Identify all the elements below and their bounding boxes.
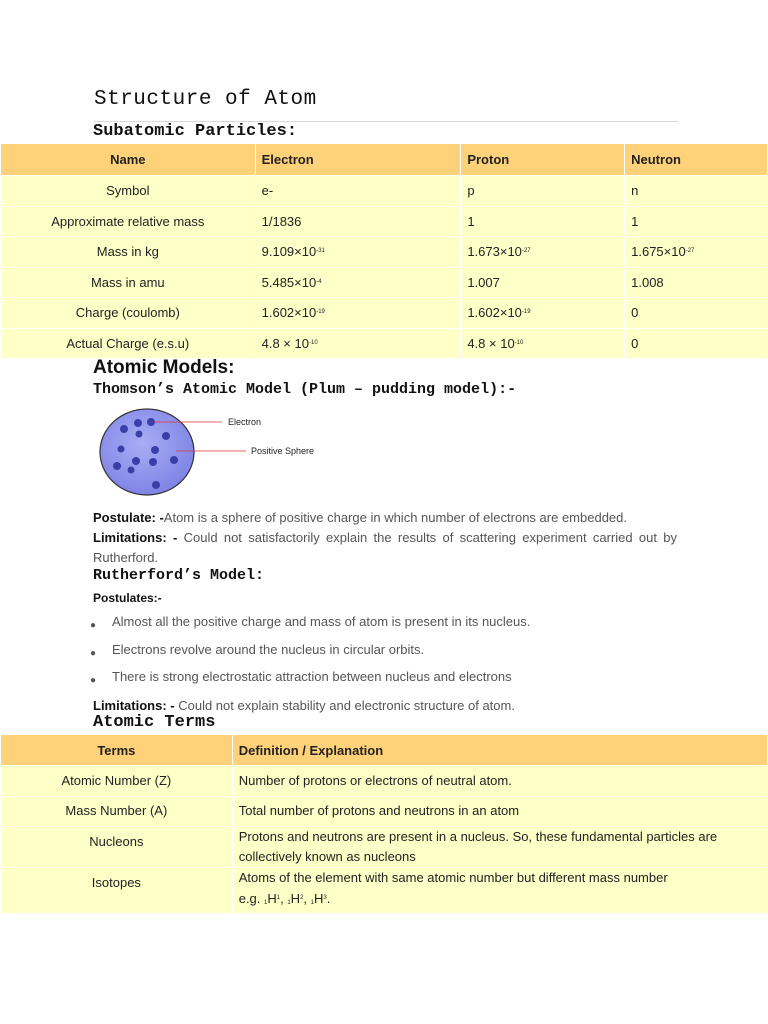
row-label: Mass Number (A): [1, 796, 233, 827]
page-title: Structure of Atom: [94, 88, 317, 111]
table-cell: Atoms of the element with same atomic number but different mass number e.g. $_1H^1$, $_1H^2$, $_1H^3$.: [232, 868, 767, 914]
table-cell: 1.007: [461, 267, 625, 298]
postulates-label: Postulates:-: [93, 591, 162, 605]
table-cell: Protons and neutrons are present in a nucleus. So, these fundamental particles are collectively known as nucleons: [232, 827, 767, 868]
table-row: [1, 868, 768, 914]
column-header: Neutron: [625, 144, 768, 176]
electron-label: Electron: [228, 417, 262, 427]
list-item: ● Almost all the positive charge and mass of atom is present in its nucleus.: [90, 614, 531, 631]
table-cell: n: [625, 176, 768, 207]
table-cell: $9.109\times 10^{-31}$: [255, 237, 461, 268]
table-cell: $1.602\times 10^{-19}$: [255, 298, 461, 329]
column-header: Terms: [1, 735, 233, 766]
row-label: Mass in kg: [1, 237, 256, 268]
table-cell: $4.8 \times 10^{-10}$: [255, 328, 461, 359]
row-label: Atomic Number (Z): [1, 766, 233, 797]
table-cell: $1.602\times 10^{-19}$: [461, 298, 625, 329]
row-label: Approximate relative mass: [1, 206, 256, 237]
subatomic-heading: Subatomic Particles:: [93, 122, 298, 141]
table-cell: 0: [625, 328, 768, 359]
table-cell: $5.485\times 10^{-4}$: [255, 267, 461, 298]
table-cell: Number of protons or electrons of neutral atom.: [232, 766, 767, 797]
table-cell: 0: [625, 298, 768, 329]
row-label: Symbol: [1, 176, 256, 207]
atomic-terms-table: [0, 734, 768, 914]
table-cell: 1: [461, 206, 625, 237]
thomson-limitations: Limitations: - Could not satisfactorily explain the results of scattering experiment carried out by Rutherford.: [93, 530, 677, 565]
table-cell: 1: [625, 206, 768, 237]
table-row: [1, 796, 768, 827]
table-cell: 1/1836: [255, 206, 461, 237]
table-row: [1, 827, 768, 868]
column-header: Name: [1, 144, 256, 176]
row-label: Charge (coulomb): [1, 298, 256, 329]
thomson-heading: Thomson’s Atomic Model (Plum – pudding model):-: [93, 381, 517, 398]
table-row: [1, 267, 768, 298]
plum-pudding-diagram: [92, 404, 322, 500]
table-row: [1, 206, 768, 237]
table-row: [1, 298, 768, 329]
table-cell: p: [461, 176, 625, 207]
column-header: Electron: [255, 144, 461, 176]
table-header-row: [1, 735, 768, 766]
table-cell: $1.675\times 10^{-27}$: [625, 237, 768, 268]
row-label: Mass in amu: [1, 267, 256, 298]
subatomic-particles-table: [0, 143, 768, 359]
row-label: Actual Charge (e.s.u): [1, 328, 256, 359]
column-header: Definition / Explanation: [232, 735, 767, 766]
list-item: ● There is strong electrostatic attraction between nucleus and electrons: [90, 669, 512, 686]
table-row: [1, 328, 768, 359]
thomson-postulate: Postulate: -Atom is a sphere of positive charge in which number of electrons are embedded.: [93, 510, 627, 525]
table-row: [1, 176, 768, 207]
table-row: [1, 766, 768, 797]
column-header: Proton: [461, 144, 625, 176]
rutherford-heading: Rutherford’s Model:: [93, 567, 265, 584]
atomic-models-heading: Atomic Models:: [93, 357, 235, 378]
table-cell: Total number of protons and neutrons in an atom: [232, 796, 767, 827]
table-cell: $1.673\times 10^{-27}$: [461, 237, 625, 268]
table-cell: $4.8 \times 10^{-10}$: [461, 328, 625, 359]
row-label: Nucleons: [1, 827, 233, 868]
table-header-row: [1, 144, 768, 176]
table-row: [1, 237, 768, 268]
rutherford-postulates-list: [90, 612, 683, 695]
isotope-example: e.g. $_1H^1$, $_1H^2$, $_1H^3$.: [238, 891, 331, 906]
positive-sphere-label: Positive Sphere: [251, 446, 315, 456]
row-label: Isotopes: [1, 868, 233, 914]
atomic-terms-heading: Atomic Terms: [93, 713, 216, 732]
rutherford-limitations: Limitations: - Could not explain stability and electronic structure of atom.: [93, 698, 515, 713]
table-cell: e-: [255, 176, 461, 207]
list-item: ● Electrons revolve around the nucleus in circular orbits.: [90, 641, 425, 659]
table-cell: 1.008: [625, 267, 768, 298]
